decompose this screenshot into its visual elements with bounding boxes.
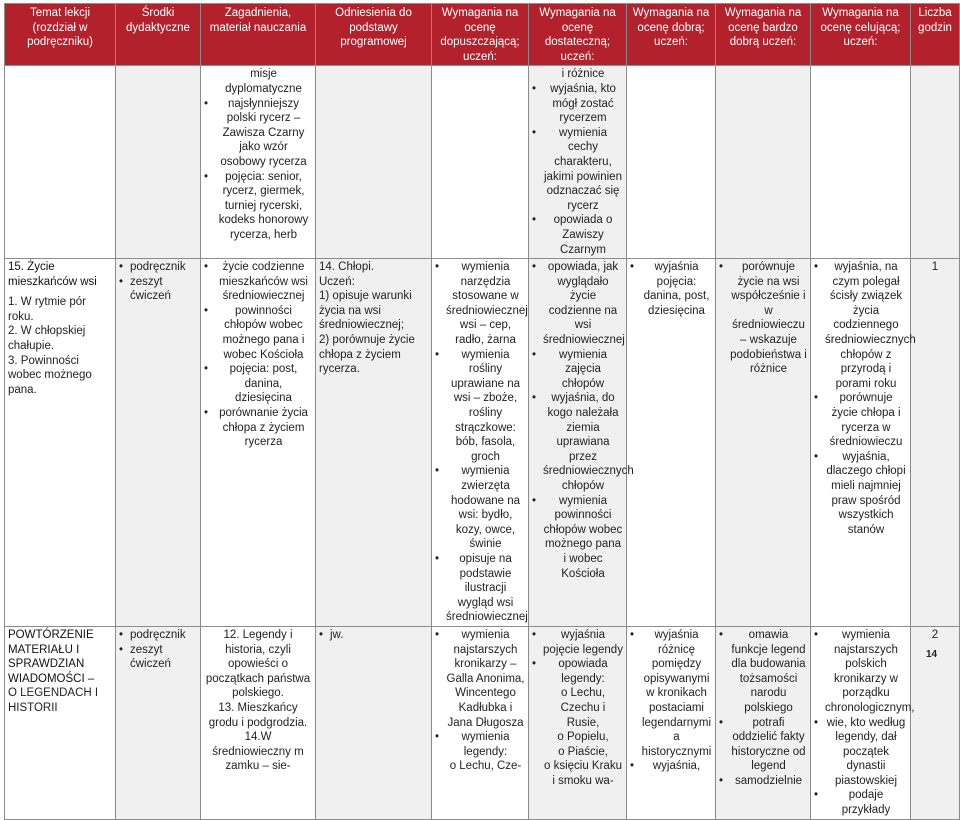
list-item: • podaje przykłady xyxy=(814,788,907,817)
list-item: • wymienia powinności chłopów wobec możnego pana i wobec Kościoła xyxy=(532,494,623,582)
list-item: • wymienia najstarszych kronikarzy – Galla Anonima, Wincentego Kadłubka i Jana Długosza xyxy=(435,628,525,730)
list-item: • wyjaśnia pojęcie legendy xyxy=(532,628,623,657)
list-item: • wymienia rośliny uprawiane na wsi – zboże, rośliny strączkowe: bób, fasola, groch xyxy=(435,348,525,465)
cell-temat xyxy=(5,259,116,627)
header-celujaca: Wymagania na ocenę celującą; uczeń: xyxy=(811,4,911,66)
list-item: • opowiada o Zawiszy Czarnym xyxy=(532,213,623,257)
list-item: • samodzielnie xyxy=(719,774,807,789)
header-dostateczna: Wymagania na ocenę dostateczną; uczeń: xyxy=(529,4,627,66)
header-row xyxy=(5,4,960,66)
header-dobra: Wymagania na ocenę dobrą; uczeń: xyxy=(627,4,716,66)
lesson-topic-ref: 14.W średniowieczny m zamku – sie- xyxy=(212,731,304,773)
cell-dobra xyxy=(627,259,716,627)
list-item: • wymienia cechy charakteru, jakimi powinien odznaczać się rycerz xyxy=(532,126,623,214)
cell-dostateczna xyxy=(529,259,634,627)
list-item: • najsłynniejszy polski rycerz – Zawisza Czarny jako wzór osobowy rycerza xyxy=(204,97,312,170)
lesson-title: POWTÓRZENIE MATERIAŁU I SPRAWDZIAN WIADOMOŚCI – xyxy=(8,628,95,685)
list-item: • wie, kto według legendy, dał początek dynastii piastowskiej xyxy=(814,716,907,789)
cell-temat xyxy=(5,66,116,259)
lesson-subtopic: 1. W rytmie pór roku. xyxy=(8,296,86,323)
cell-zagadnienia xyxy=(201,66,316,259)
list-item: • powinności chłopów wobec możnego pana i wobec Kościoła xyxy=(204,304,312,362)
list-item: • opowiada, jak wyglądało życie codzienne na wsi średniowiecznej xyxy=(532,260,623,348)
cell-zagadnienia xyxy=(201,626,316,819)
lesson-title: 15. Życie mieszkańców wsi xyxy=(8,261,97,288)
header-zagadnienia: Zagadnienia, materiał nauczania xyxy=(201,4,316,66)
header-bardzo-dobra: Wymagania na ocenę bardzo dobrą uczeń: xyxy=(716,4,811,66)
cell-odniesienia xyxy=(316,66,432,259)
cell-odniesienia xyxy=(316,626,432,819)
lesson-subtopic: 2. W chłopskiej chałupie. xyxy=(8,325,86,353)
cell-godziny: 2 xyxy=(911,626,960,819)
list-item: • wymienia narzędzia stosowane w średniowiecznej wsi – cep, radło, żarna xyxy=(435,260,525,348)
lesson-topic-ref: 12. Legendy i historia, czyli opowieści o początkach państwa polskiego. xyxy=(205,628,311,700)
header-odniesienia: Odniesienia do podstawy programowej xyxy=(316,4,432,66)
cell-godziny: 1 xyxy=(911,259,960,627)
list-item: • wymienia legendy: xyxy=(435,730,525,759)
list-item: • podręcznik xyxy=(119,628,197,643)
cell-dopuszczajaca xyxy=(432,259,529,627)
list-item: • pojęcia: senior, rycerz, giermek, turniej rycerski, kodeks honorowy rycerza, herb xyxy=(204,170,312,243)
cell-srodki xyxy=(116,626,201,819)
cell-srodki xyxy=(116,66,201,259)
list-item: • wymienia najstarszych polskich kronikarzy w porządku chronologicznym, xyxy=(814,628,907,716)
cell-celujaca xyxy=(811,66,911,259)
list-item: • jw. xyxy=(319,628,428,643)
cell-zagadnienia xyxy=(201,259,316,627)
list-item: • wyjaśnia, na czym polegał ścisły związek życia codziennego średniowiecznych chłopów z przyrodą i porami roku xyxy=(814,260,907,391)
list-item: • wymienia zwierzęta hodowane na wsi: bydło, kozy, owce, świnie xyxy=(435,464,525,552)
table-row xyxy=(5,259,960,627)
list-item: o Lechu, Cze- xyxy=(449,760,522,773)
table-row xyxy=(5,626,960,819)
list-item: • zeszyt ćwiczeń xyxy=(119,643,197,672)
cell-bardzo-dobra xyxy=(716,66,811,259)
curriculum-table xyxy=(4,3,960,820)
list-item: • omawia funkcje legend dla budowania tożsamości narodu polskiego xyxy=(719,628,807,716)
lesson-subtitle: O LEGENDACH I HISTORII xyxy=(8,687,99,714)
cell-temat xyxy=(5,626,116,819)
cell-bardzo-dobra xyxy=(716,626,811,819)
list-item: • życie codzienne mieszkańców wsi średniowiecznej xyxy=(204,260,312,304)
list-item: o Piaście, xyxy=(558,745,608,758)
list-item: o Popielu, xyxy=(557,731,609,744)
lesson-subtopic: 3. Powinności wobec możnego pana. xyxy=(8,354,92,396)
list-item: • wyjaśnia różnicę pomiędzy opisywanymi w kronikach postaciami legendarnymi a historycznymi xyxy=(630,628,712,759)
cell-dobra xyxy=(627,66,716,259)
core-curriculum-item: 14. Chłopi. xyxy=(319,261,374,274)
list-item: • porównanie życia chłopa z życiem rycerza xyxy=(204,406,312,450)
list-item: • pojęcia: post, danina, dziesięcina xyxy=(204,362,312,406)
core-curriculum-item: 2) porównuje życie chłopa z życiem rycerza. xyxy=(319,334,415,376)
list-item: • wyjaśnia pojęcia: danina, post, dziesięcina xyxy=(630,260,712,318)
list-item: i różnice xyxy=(561,68,605,81)
header-dopuszczajaca: Wymagania na ocenę dopuszczającą; uczeń: xyxy=(432,4,529,66)
cell-odniesienia xyxy=(316,259,432,627)
core-curriculum-item: Uczeń: xyxy=(319,275,355,288)
page-number: 14 xyxy=(926,649,938,660)
list-item: • wyjaśnia, do kogo należała ziemia uprawiana przez średniowiecznych chłopów xyxy=(532,391,623,493)
list-item: • wyjaśnia, dlaczego chłopi mieli najmniej praw spośród wszystkich stanów xyxy=(814,450,907,538)
list-item: • wyjaśnia, kto mógł zostać rycerzem xyxy=(532,82,623,126)
list-item: • opowiada legendy: xyxy=(532,657,623,686)
header-temat: Temat lekcji (rozdział w podręczniku) xyxy=(5,4,116,66)
cell-dopuszczajaca xyxy=(432,66,529,259)
core-curriculum-item: 1) opisuje warunki życia na wsi średniowiecznej; xyxy=(319,290,412,332)
list-item: • wymienia zajęcia chłopów xyxy=(532,348,623,392)
cell-dostateczna xyxy=(529,66,627,259)
cell-celujaca xyxy=(811,626,915,819)
cell-godziny xyxy=(911,66,960,259)
list-item: • zeszyt ćwiczeń xyxy=(119,275,197,304)
list-item: o księciu Kraku i smoku wa- xyxy=(544,760,622,787)
list-item: • wyjaśnia, xyxy=(630,759,712,774)
cell-bardzo-dobra xyxy=(716,259,811,627)
list-item: • porównuje życie na wsi współcześnie i w średniowieczu – wskazuje podobieństwa i różnice xyxy=(719,260,807,377)
cell-srodki xyxy=(116,259,201,627)
list-item: • porównuje życie chłopa i rycerza w średniowieczu xyxy=(814,391,907,449)
lesson-topic-ref: 13. Mieszkańcy grodu i podgrodzia. xyxy=(208,701,308,729)
header-srodki: Środki dydaktyczne xyxy=(116,4,201,66)
list-item: • potrafi oddzielić fakty historyczne od legend xyxy=(719,716,807,774)
list-item: o Lechu, Czechu i Rusie, xyxy=(560,687,606,729)
table-row xyxy=(5,66,960,259)
cell-dobra xyxy=(627,626,716,819)
cell-celujaca xyxy=(811,259,916,627)
list-item: misje dyplomatyczne xyxy=(225,68,302,95)
list-item: • opisuje na podstawie ilustracji wygląd wsi średniowiecznej xyxy=(435,552,525,625)
cell-dopuszczajaca xyxy=(432,626,529,819)
header-godziny: Liczba godzin xyxy=(911,4,960,66)
list-item: • podręcznik xyxy=(119,260,197,275)
cell-dostateczna xyxy=(529,626,627,819)
